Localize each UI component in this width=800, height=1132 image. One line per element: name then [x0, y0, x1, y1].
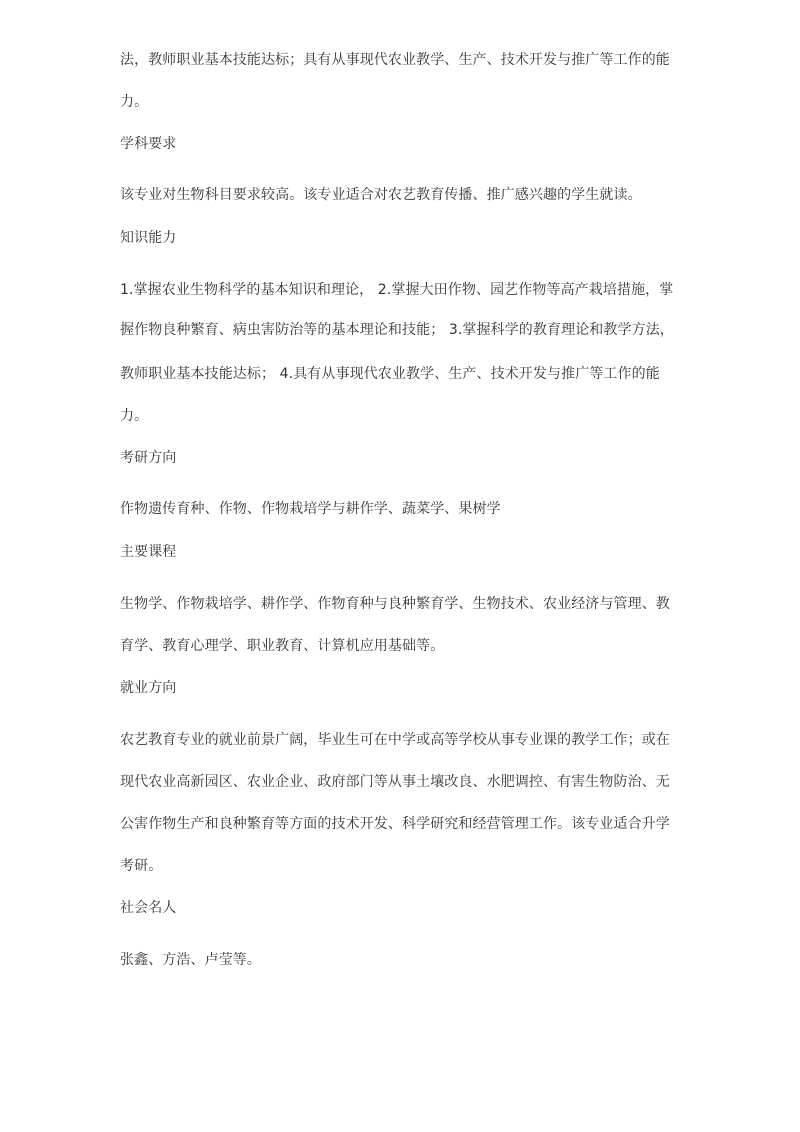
paragraph-line: 张鑫、方浩、卢莹等。 [120, 952, 261, 968]
intro-line: 力。 [120, 94, 149, 110]
paragraph-line: 该专业对生物科目要求较高。该专业适合对农艺教育传播、推广感兴趣的学生就读。 [120, 187, 642, 203]
paragraph-line: 握作物良种繁育、病虫害防治等的基本理论和技能； 3.掌握科学的教育理论和教学方法， [120, 322, 674, 338]
paragraph-line: 考研。 [120, 858, 163, 874]
paragraph-line: 公害作物生产和良种繁育等方面的技术开发、科学研究和经营管理工作。该专业适合升学 [120, 816, 670, 832]
paragraph-line: 1.掌握农业生物科学的基本知识和理论， 2.掌握大田作物、园艺作物等高产栽培措施，掌 [120, 282, 674, 298]
section-heading-notable-people: 社会名人 [120, 900, 177, 916]
paragraph-line: 作物遗传育种、作物、作物栽培学与耕作学、蔬菜学、果树学 [120, 501, 501, 517]
paragraph-line: 育学、教育心理学、职业教育、计算机应用基础等。 [120, 638, 445, 654]
paragraph-line: 农艺教育专业的就业前景广阔，毕业生可在中学或高等学校从事专业课的教学工作；或在 [120, 732, 670, 748]
section-heading-subject-requirements: 学科要求 [120, 136, 177, 152]
section-heading-graduate-study: 考研方向 [120, 450, 177, 466]
section-heading-employment: 就业方向 [120, 680, 177, 696]
paragraph-line: 力。 [120, 408, 149, 424]
section-heading-knowledge-ability: 知识能力 [120, 230, 177, 246]
intro-line: 法，教师职业基本技能达标；具有从事现代农业教学、生产、技术开发与推广等工作的能 [120, 52, 670, 68]
paragraph-line: 生物学、作物栽培学、耕作学、作物育种与良种繁育学、生物技术、农业经济与管理、教 [120, 596, 670, 612]
section-heading-main-courses: 主要课程 [120, 544, 177, 560]
paragraph-line: 现代农业高新园区、农业企业、政府部门等从事土壤改良、水肥调控、有害生物防治、无 [120, 774, 670, 790]
paragraph-line: 教师职业基本技能达标； 4.具有从事现代农业教学、生产、技术开发与推广等工作的能 [120, 366, 660, 382]
